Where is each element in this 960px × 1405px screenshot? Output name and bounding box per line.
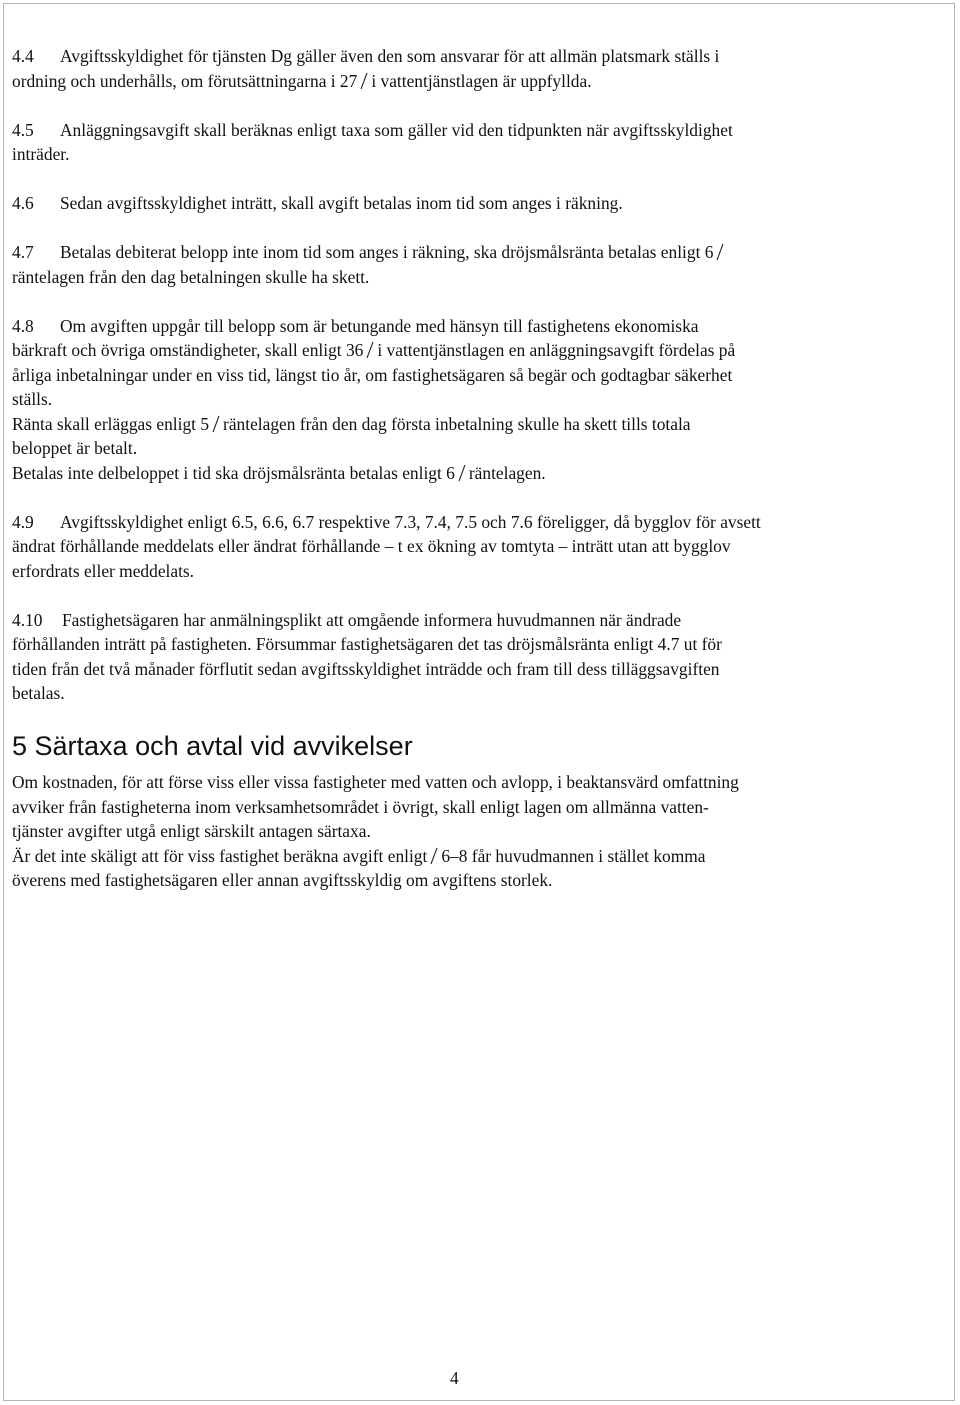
text-line [12,412,892,437]
text-segment: förhållanden inträtt på fastigheten. Försummar fastighetsägaren det tas dröjsmålsränta enligt 4.7 ut för [12,634,722,654]
text-segment: 6–8 får huvudmannen i stället komma [441,845,706,866]
text-segment: tjänster avgifter utgå enligt särskilt antagen särtaxa. [12,821,371,841]
text-segment: Fastighetsägaren har anmälningsplikt att omgående informera huvudmannen när ändrade [62,609,682,630]
text-segment: i vattentjänstlagen är uppfyllda. [371,70,592,91]
document-body [12,44,892,917]
text-segment: Anläggningsavgift skall beräknas enligt taxa som gäller vid den tidpunkten när avgiftsskyldighet [60,119,733,140]
paragraph-number: 4.7 [12,242,34,262]
text-line [12,69,892,94]
text-segment: erfordrats eller meddelats. [12,560,195,581]
paragraph-4-6 [12,191,892,216]
text-line [12,338,892,363]
paragraph-4-9 [12,510,892,584]
text-segment: Avgiftsskyldighet enligt 6.5, 6.6, 6.7 respektive 7.3, 7.4, 7.5 och 7.6 föreligger, då bygglov för avsett [60,511,761,532]
text-line [12,844,892,869]
text-line [12,461,892,486]
text-segment: Betalas debiterat belopp inte inom tid som anges i räkning, ska dröjsmålsränta betalas enligt 6 [60,242,714,262]
text-segment: ändrat förhållande meddelats eller ändrat förhållande – t ex ökning av tomtyta – inträtt utan att bygglov [12,536,731,556]
text-segment: Sedan avgiftsskyldighet inträtt, skall avgift betalas inom tid som anges i räkning. [60,193,623,213]
text-line [12,510,892,535]
page-number: 4 [450,1368,459,1388]
text-line [12,608,892,633]
text-segment: Avgiftsskyldighet för tjänsten Dg gäller även den som ansvarar för att allmän platsmark ställs i [60,46,720,66]
text-line [12,436,892,461]
text-segment: räntelagen från den dag första inbetalning skulle ha skett tills totala [223,413,691,434]
text-line [12,387,892,412]
section-sign-glyph [211,415,221,433]
paragraph-list [12,44,892,706]
text-segment: ordning och underhålls, om förutsättningarna i 27 [12,70,358,91]
text-segment: beloppet är betalt. [12,438,138,458]
paragraph-number: 4.9 [12,511,34,532]
text-segment: Om avgiften uppgår till belopp som är betungande med hänsyn till fastighetens ekonomiska [60,315,699,336]
text-segment: i vattentjänstlagen en anläggningsavgift fördelas på [377,340,736,360]
text-segment: betalas. [12,683,65,703]
text-line [12,363,892,388]
text-line [12,118,892,143]
text-line [12,868,892,893]
text-segment: räntelagen. [468,462,546,483]
section-sign-glyph [429,847,439,865]
section-sign-glyph [457,464,467,482]
paragraph-number: 4.6 [12,193,34,213]
paragraph-4-7 [12,240,892,289]
text-segment: ställs. [12,389,53,409]
paragraph-number: 4.5 [12,119,34,140]
section-sign-glyph [715,243,725,261]
text-line [12,681,892,706]
paragraph-4-8 [12,314,892,486]
text-segment: räntelagen från den dag betalningen skulle ha skett. [12,266,370,287]
text-line [12,795,892,820]
text-line [12,191,892,216]
text-line [12,265,892,290]
paragraph-4-10 [12,608,892,706]
text-line [12,770,892,795]
text-segment: avviker från fastigheterna inom verksamhetsområdet i övrigt, skall enligt lagen om allmänna vatten- [12,796,709,817]
text-line [12,559,892,584]
text-segment: överens med fastighetsägaren eller annan avgiftsskyldig om avgiftens storlek. [12,870,553,890]
text-line [12,142,892,167]
text-line [12,534,892,559]
section-heading: 5 Särtaxa och avtal vid avvikelser [12,731,413,761]
text-segment: årliga inbetalningar under en viss tid, längst tio år, om fastighetsägaren så begär och godtagbar säkerhet [12,364,733,385]
text-line [12,657,892,682]
text-line [12,819,892,844]
text-line [12,240,892,265]
text-line [12,314,892,339]
paragraph-4-4 [12,44,892,93]
section-sign-glyph [359,72,369,90]
text-segment: Ränta skall erläggas enligt 5 [12,413,210,434]
section-sign-glyph [365,341,375,359]
text-segment: tiden från det två månader förflutit sedan avgiftsskyldighet inträdde och fram till dess tilläggsavgiften [12,658,720,679]
text-segment: Om kostnaden, för att förse viss eller vissa fastigheter med vatten och avlopp, i beaktansvärd omfattning [12,772,739,792]
text-segment: Betalas inte delbeloppet i tid ska dröjsmålsränta betalas enligt 6 [12,462,455,483]
paragraph-4-5 [12,118,892,167]
paragraph-number: 4.8 [12,315,34,336]
text-line [12,44,892,69]
paragraph-number: 4.4 [12,46,34,66]
text-segment: Är det inte skäligt att för viss fastighet beräkna avgift enligt [12,845,428,866]
text-line [12,632,892,657]
paragraph-number: 4.10 [12,609,43,630]
text-segment: inträder. [12,144,70,164]
text-segment: bärkraft och övriga omständigheter, skall enligt 36 [12,340,364,360]
section5-body [12,770,892,893]
